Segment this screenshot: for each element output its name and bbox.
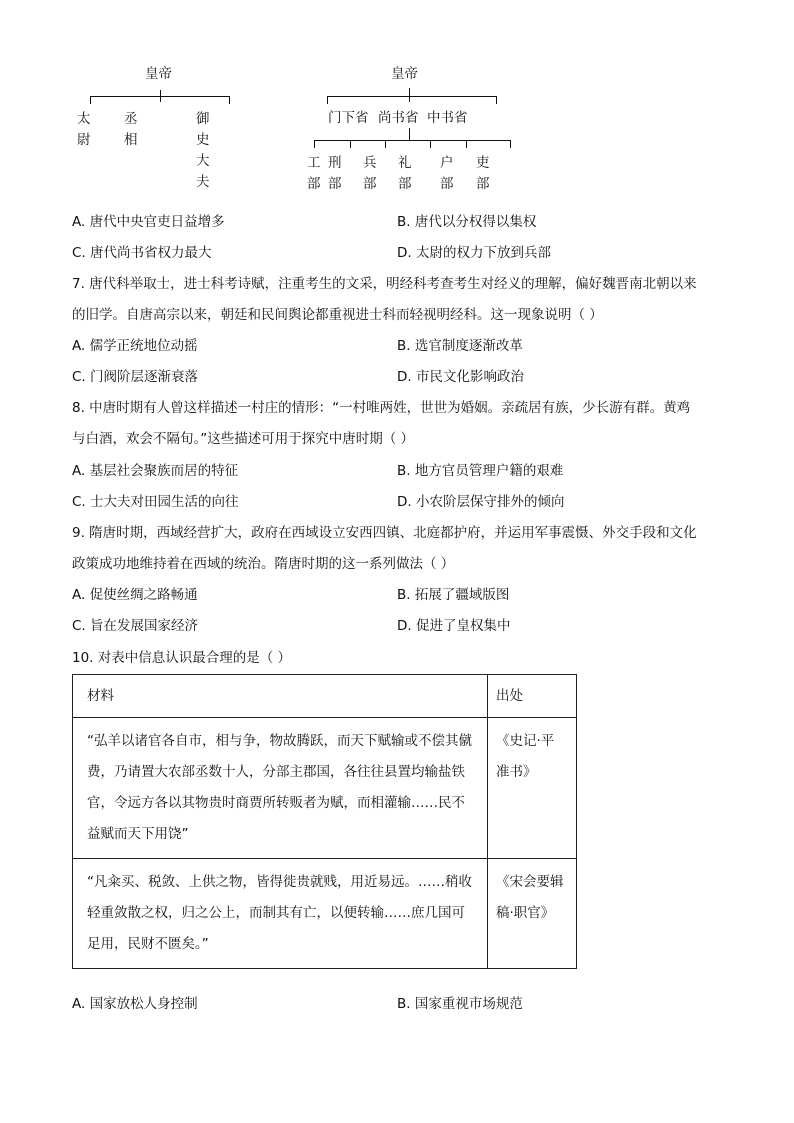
ministry-xingbu: 刑部 [328,155,342,192]
connector [430,140,431,148]
q7-option-a: A. 儒学正统地位动摇 [72,338,198,354]
q10-option-b: B. 国家重视市场规范 [397,996,523,1012]
ministry-bingbu: 兵部 [363,155,377,192]
connector [229,96,230,104]
table-row [73,718,577,859]
connector [510,140,511,148]
q6-option-a: A. 唐代中央官吏日益增多 [72,214,225,230]
q6-option-b: B. 唐代以分权得以集权 [397,214,537,230]
connector [350,140,351,148]
branch-yushidafu: 御史大夫 [196,111,210,190]
q7-stem-line2: 的旧学。自唐高宗以来，朝廷和民间舆论都重视进士科而轻视明经科。这一现象说明（ ） [72,307,603,323]
q8-option-c: C. 士大夫对田园生活的向往 [72,494,239,510]
branch-taiwei: 太尉 [77,111,91,148]
q7-option-d: D. 市民文化影响政治 [397,369,524,385]
row2-source: 《宋会要辑稿·职官》 [488,859,577,969]
province-shangshu: 尚书省 [378,110,419,126]
q9-stem-line1: 9. 隋唐时期，西域经营扩大，政府在西域设立安西四镇、北庭都护府，并运用军事震慑、外交手段和文化 [72,525,697,541]
header-source: 出处 [488,675,577,718]
row2-material: “凡籴买、税敛、上供之物，皆得徙贵就贱，用近易远。……稍收轻重敛散之权，归之公上，而制其有亡，以便转输……庶几国可足用，民财不匮矣。” [73,859,488,969]
q9-option-c: C. 旨在发展国家经济 [72,618,199,634]
connector [385,140,386,148]
q9-option-a: A. 促使丝绸之路畅通 [72,587,198,603]
source-table [72,674,577,969]
q8-stem-line2: 与白酒，欢会不隔旬。”这些描述可用于探究中唐时期（ ） [72,431,415,447]
connector [314,140,511,141]
ministry-hubu: 户部 [440,155,454,192]
diagram-right-emperor: 皇帝 [391,66,418,82]
q6-option-d: D. 太尉的权力下放到兵部 [397,245,551,261]
connector [327,96,328,104]
connector [496,96,497,104]
q7-option-c: C. 门阀阶层逐渐衰落 [72,369,199,385]
q10-stem: 10. 对表中信息认识最合理的是（ ） [72,650,292,666]
row1-source: 《史记·平准书》 [488,718,577,859]
connector [90,96,91,104]
ministry-libu: 礼部 [398,155,412,192]
q9-option-b: B. 拓展了疆域版图 [397,587,510,603]
province-menxia: 门下省 [328,110,369,126]
q6-option-c: C. 唐代尚书省权力最大 [72,245,212,261]
q8-option-b: B. 地方官员管理户籍的艰难 [397,463,564,479]
q8-stem-line1: 8. 中唐时期有人曾这样描述一村庄的情形：“一村唯两姓，世世为婚姻。亲疏居有族，少长游有群。黄鸡 [72,400,691,416]
table-header-row [73,675,577,718]
q9-option-d: D. 促进了皇权集中 [397,618,511,634]
province-zhongshu: 中书省 [427,110,468,126]
connector [314,140,315,148]
q8-option-d: D. 小农阶层保守排外的倾向 [397,494,565,510]
row1-material: “弘羊以诸官各自市，相与争，物故腾跃，而天下赋输或不偿其僦费，乃请置大农部丞数十人，分部主郡国，各往往县置均输盐铁官，令远方各以其物贵时商贾所转贩者为赋，而相灌输……民不益赋而天下用饶” [73,718,488,859]
connector [466,140,467,148]
connector [90,96,230,97]
q10-option-a: A. 国家放松人身控制 [72,996,198,1012]
connector [327,96,497,97]
connector [409,88,410,102]
ministry-gongbu: 工部 [307,155,321,192]
q8-option-a: A. 基层社会聚族而居的特征 [72,463,239,479]
q7-stem-line1: 7. 唐代科举取士，进士科考诗赋，注重考生的文采，明经科考查考生对经义的理解，偏好魏晋南北朝以来 [72,276,697,292]
diagram-left-emperor: 皇帝 [145,66,172,82]
q9-stem-line2: 政策成功地维持着在西域的统治。隋唐时期的这一系列做法（ ） [72,556,455,572]
ministry-libu-officials: 吏部 [476,155,490,192]
q7-option-b: B. 选官制度逐渐改革 [397,338,523,354]
header-material: 材料 [73,675,488,718]
connector [409,128,410,140]
table-row [73,859,577,969]
branch-chengxiang: 丞相 [124,111,138,148]
